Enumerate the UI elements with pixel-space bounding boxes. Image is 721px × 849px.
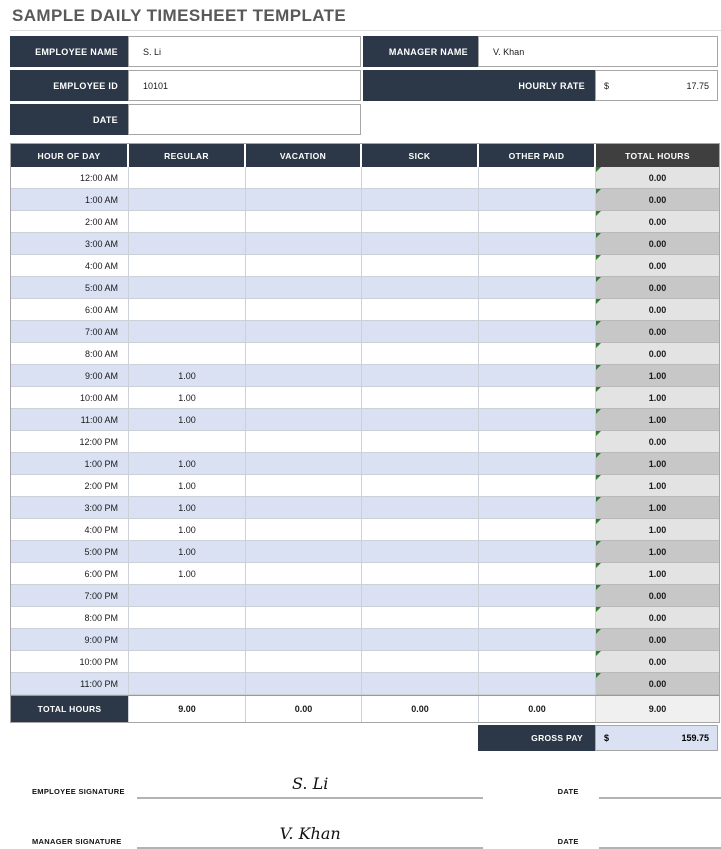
sick-cell[interactable] (362, 673, 479, 695)
total-hours-value: 0.00 (648, 172, 667, 183)
formula-indicator-icon (596, 673, 601, 678)
sick-cell[interactable] (362, 651, 479, 673)
formula-indicator-icon (596, 255, 601, 260)
vacation-cell[interactable] (246, 343, 362, 365)
total-hours-value: 1.00 (648, 480, 667, 491)
formula-indicator-icon (596, 563, 601, 568)
table-row (11, 453, 719, 475)
hour-cell: 11:00 PM (11, 673, 129, 695)
hour-cell: 1:00 AM (11, 189, 129, 211)
formula-indicator-icon (596, 607, 601, 612)
vacation-cell[interactable] (246, 365, 362, 387)
employee-name-field[interactable]: S. Li (128, 36, 361, 67)
other-paid-cell[interactable] (479, 299, 596, 321)
employee-date-line[interactable] (599, 761, 721, 799)
regular-cell[interactable]: 1.00 (129, 563, 246, 585)
sick-cell[interactable] (362, 387, 479, 409)
total-hours-cell (596, 189, 719, 211)
vacation-cell[interactable] (246, 409, 362, 431)
hour-cell: 4:00 AM (11, 255, 129, 277)
sick-cell[interactable] (362, 563, 479, 585)
total-hours-cell (596, 673, 719, 695)
total-hours-cell (596, 497, 719, 519)
other-paid-cell[interactable] (479, 365, 596, 387)
sick-cell[interactable] (362, 519, 479, 541)
hour-cell: 12:00 PM (11, 431, 129, 453)
regular-cell[interactable]: 1.00 (129, 453, 246, 475)
hour-cell: 8:00 AM (11, 343, 129, 365)
table-row (11, 233, 719, 255)
hour-cell: 11:00 AM (11, 409, 129, 431)
hourly-rate-label: HOURLY RATE (363, 70, 595, 101)
other-paid-cell[interactable] (479, 211, 596, 233)
header-hour-of-day: HOUR OF DAY (11, 144, 129, 167)
total-hours-cell (596, 585, 719, 607)
hour-cell: 6:00 AM (11, 299, 129, 321)
formula-indicator-icon (596, 365, 601, 370)
total-hours-value: 0.00 (648, 304, 667, 315)
table-row (11, 365, 719, 387)
totals-regular: 9.00 (129, 696, 246, 722)
manager-date-line[interactable] (599, 811, 721, 849)
sick-cell[interactable] (362, 189, 479, 211)
hourly-rate-field[interactable] (595, 70, 718, 101)
other-paid-cell[interactable] (479, 255, 596, 277)
vacation-cell[interactable] (246, 233, 362, 255)
total-hours-value: 0.00 (648, 326, 667, 337)
totals-grand-total: 9.00 (596, 696, 719, 722)
regular-cell[interactable] (129, 585, 246, 607)
vacation-cell[interactable] (246, 651, 362, 673)
total-hours-value: 0.00 (648, 238, 667, 249)
hour-cell: 5:00 PM (11, 541, 129, 563)
total-hours-value: 1.00 (648, 568, 667, 579)
regular-cell[interactable] (129, 167, 246, 189)
total-hours-cell (596, 541, 719, 563)
hour-cell: 4:00 PM (11, 519, 129, 541)
other-paid-cell[interactable] (479, 585, 596, 607)
total-hours-cell (596, 167, 719, 189)
regular-cell[interactable] (129, 299, 246, 321)
total-hours-cell (596, 629, 719, 651)
sick-cell[interactable] (362, 409, 479, 431)
other-paid-cell[interactable] (479, 563, 596, 585)
formula-indicator-icon (596, 453, 601, 458)
table-body (11, 167, 719, 695)
regular-cell[interactable] (129, 277, 246, 299)
other-paid-cell[interactable] (479, 387, 596, 409)
sick-cell[interactable] (362, 211, 479, 233)
manager-name-field[interactable]: V. Khan (478, 36, 718, 67)
total-hours-cell (596, 365, 719, 387)
total-hours-cell (596, 453, 719, 475)
vacation-cell[interactable] (246, 673, 362, 695)
header-fields (10, 36, 721, 135)
other-paid-cell[interactable] (479, 167, 596, 189)
regular-cell[interactable]: 1.00 (129, 365, 246, 387)
regular-cell[interactable] (129, 211, 246, 233)
other-paid-cell[interactable] (479, 233, 596, 255)
hour-cell: 9:00 PM (11, 629, 129, 651)
fields-row-3 (10, 104, 721, 135)
other-paid-cell[interactable] (479, 519, 596, 541)
currency-symbol: $ (604, 733, 610, 743)
total-hours-value: 1.00 (648, 392, 667, 403)
formula-indicator-icon (596, 475, 601, 480)
formula-indicator-icon (596, 629, 601, 634)
table-row (11, 475, 719, 497)
sick-cell[interactable] (362, 167, 479, 189)
total-hours-value: 0.00 (648, 436, 667, 447)
gross-pay-amount: 159.75 (681, 733, 709, 743)
other-paid-cell[interactable] (479, 497, 596, 519)
employee-id-label: EMPLOYEE ID (10, 70, 128, 101)
formula-indicator-icon (596, 211, 601, 216)
formula-indicator-icon (596, 585, 601, 590)
regular-cell[interactable]: 1.00 (129, 541, 246, 563)
regular-cell[interactable] (129, 189, 246, 211)
table-row (11, 607, 719, 629)
employee-id-field[interactable]: 10101 (128, 70, 361, 101)
vacation-cell[interactable] (246, 475, 362, 497)
total-hours-value: 0.00 (648, 260, 667, 271)
formula-indicator-icon (596, 431, 601, 436)
total-hours-cell (596, 321, 719, 343)
regular-cell[interactable] (129, 431, 246, 453)
totals-sick: 0.00 (362, 696, 479, 722)
employee-date-label: DATE (557, 787, 579, 796)
other-paid-cell[interactable] (479, 343, 596, 365)
hourly-rate-amount: 17.75 (686, 80, 709, 91)
sick-cell[interactable] (362, 299, 479, 321)
total-hours-value: 1.00 (648, 502, 667, 513)
other-paid-cell[interactable] (479, 629, 596, 651)
table-row (11, 409, 719, 431)
sick-cell[interactable] (362, 365, 479, 387)
hour-cell: 8:00 PM (11, 607, 129, 629)
formula-indicator-icon (596, 167, 601, 172)
vacation-cell[interactable] (246, 519, 362, 541)
total-hours-value: 0.00 (648, 194, 667, 205)
other-paid-cell[interactable] (479, 409, 596, 431)
timesheet-table (10, 143, 720, 723)
total-hours-value: 0.00 (648, 216, 667, 227)
table-row (11, 321, 719, 343)
total-hours-cell (596, 409, 719, 431)
total-hours-value: 1.00 (648, 546, 667, 557)
vacation-cell[interactable] (246, 541, 362, 563)
other-paid-cell[interactable] (479, 651, 596, 673)
total-hours-value: 1.00 (648, 414, 667, 425)
sick-cell[interactable] (362, 475, 479, 497)
other-paid-cell[interactable] (479, 431, 596, 453)
total-hours-cell (596, 233, 719, 255)
table-header-row (11, 144, 719, 167)
total-hours-cell (596, 255, 719, 277)
manager-date-label: DATE (557, 837, 579, 846)
formula-indicator-icon (596, 189, 601, 194)
manager-signature-line[interactable] (137, 811, 483, 849)
other-paid-cell[interactable] (479, 607, 596, 629)
total-hours-value: 0.00 (648, 590, 667, 601)
sick-cell[interactable] (362, 629, 479, 651)
total-hours-value: 1.00 (648, 370, 667, 381)
total-hours-cell (596, 475, 719, 497)
page-title: SAMPLE DAILY TIMESHEET TEMPLATE (10, 4, 721, 31)
hour-cell: 12:00 AM (11, 167, 129, 189)
total-hours-cell (596, 519, 719, 541)
regular-cell[interactable]: 1.00 (129, 519, 246, 541)
vacation-cell[interactable] (246, 321, 362, 343)
totals-label: TOTAL HOURS (11, 696, 129, 722)
sick-cell[interactable] (362, 431, 479, 453)
gross-pay-row (478, 725, 721, 751)
header-total-hours: TOTAL HOURS (596, 144, 719, 167)
hour-cell: 9:00 AM (11, 365, 129, 387)
hour-cell: 6:00 PM (11, 563, 129, 585)
employee-name-label: EMPLOYEE NAME (10, 36, 128, 67)
vacation-cell[interactable] (246, 189, 362, 211)
vacation-cell[interactable] (246, 497, 362, 519)
regular-cell[interactable] (129, 651, 246, 673)
total-hours-cell (596, 299, 719, 321)
regular-cell[interactable]: 1.00 (129, 409, 246, 431)
total-hours-cell (596, 563, 719, 585)
total-hours-value: 0.00 (648, 348, 667, 359)
other-paid-cell[interactable] (479, 189, 596, 211)
table-row (11, 497, 719, 519)
table-row (11, 629, 719, 651)
hour-cell: 2:00 AM (11, 211, 129, 233)
table-row (11, 387, 719, 409)
fields-row-2 (10, 70, 721, 101)
sick-cell[interactable] (362, 343, 479, 365)
table-row (11, 541, 719, 563)
currency-symbol: $ (604, 80, 610, 91)
signature-section (10, 761, 721, 849)
other-paid-cell[interactable] (479, 541, 596, 563)
sick-cell[interactable] (362, 607, 479, 629)
header-regular: REGULAR (129, 144, 246, 167)
formula-indicator-icon (596, 519, 601, 524)
sick-cell[interactable] (362, 585, 479, 607)
totals-row (11, 695, 719, 722)
table-row (11, 343, 719, 365)
other-paid-cell[interactable] (479, 673, 596, 695)
table-row (11, 167, 719, 189)
gross-pay-label: GROSS PAY (478, 725, 595, 751)
table-row (11, 431, 719, 453)
regular-cell[interactable] (129, 607, 246, 629)
formula-indicator-icon (596, 497, 601, 502)
regular-cell[interactable] (129, 321, 246, 343)
hour-cell: 2:00 PM (11, 475, 129, 497)
regular-cell[interactable] (129, 255, 246, 277)
table-row (11, 277, 719, 299)
sick-cell[interactable] (362, 321, 479, 343)
employee-signature-script: S. Li (292, 774, 329, 793)
total-hours-value: 0.00 (648, 612, 667, 623)
vacation-cell[interactable] (246, 563, 362, 585)
total-hours-value: 0.00 (648, 678, 667, 689)
formula-indicator-icon (596, 651, 601, 656)
sick-cell[interactable] (362, 277, 479, 299)
total-hours-value: 0.00 (648, 282, 667, 293)
manager-signature-label: MANAGER SIGNATURE (32, 837, 122, 846)
vacation-cell[interactable] (246, 453, 362, 475)
formula-indicator-icon (596, 409, 601, 414)
regular-cell[interactable] (129, 629, 246, 651)
hour-cell: 10:00 PM (11, 651, 129, 673)
table-row (11, 673, 719, 695)
date-field[interactable] (128, 104, 361, 135)
formula-indicator-icon (596, 233, 601, 238)
header-other-paid: OTHER PAID (479, 144, 596, 167)
total-hours-value: 0.00 (648, 656, 667, 667)
other-paid-cell[interactable] (479, 453, 596, 475)
vacation-cell[interactable] (246, 255, 362, 277)
total-hours-cell (596, 277, 719, 299)
regular-cell[interactable] (129, 673, 246, 695)
other-paid-cell[interactable] (479, 475, 596, 497)
vacation-cell[interactable] (246, 167, 362, 189)
sick-cell[interactable] (362, 541, 479, 563)
vacation-cell[interactable] (246, 277, 362, 299)
total-hours-value: 1.00 (648, 524, 667, 535)
sick-cell[interactable] (362, 233, 479, 255)
employee-signature-label: EMPLOYEE SIGNATURE (32, 787, 125, 796)
formula-indicator-icon (596, 299, 601, 304)
manager-signature-script: V. Khan (279, 824, 341, 843)
totals-other-paid: 0.00 (479, 696, 596, 722)
other-paid-cell[interactable] (479, 277, 596, 299)
employee-signature-line[interactable] (137, 761, 483, 799)
employee-signature-row (10, 761, 721, 799)
header-sick: SICK (362, 144, 479, 167)
vacation-cell[interactable] (246, 629, 362, 651)
sick-cell[interactable] (362, 497, 479, 519)
formula-indicator-icon (596, 277, 601, 282)
table-row (11, 563, 719, 585)
formula-indicator-icon (596, 343, 601, 348)
regular-cell[interactable]: 1.00 (129, 497, 246, 519)
total-hours-cell (596, 211, 719, 233)
table-row (11, 651, 719, 673)
hour-cell: 7:00 AM (11, 321, 129, 343)
table-row (11, 255, 719, 277)
vacation-cell[interactable] (246, 431, 362, 453)
formula-indicator-icon (596, 541, 601, 546)
table-row (11, 299, 719, 321)
regular-cell[interactable]: 1.00 (129, 387, 246, 409)
regular-cell[interactable] (129, 233, 246, 255)
vacation-cell[interactable] (246, 387, 362, 409)
date-label: DATE (10, 104, 128, 135)
manager-signature-row (10, 811, 721, 849)
total-hours-cell (596, 387, 719, 409)
hour-cell: 3:00 PM (11, 497, 129, 519)
hour-cell: 7:00 PM (11, 585, 129, 607)
sick-cell[interactable] (362, 453, 479, 475)
vacation-cell[interactable] (246, 585, 362, 607)
sick-cell[interactable] (362, 255, 479, 277)
regular-cell[interactable] (129, 343, 246, 365)
vacation-cell[interactable] (246, 211, 362, 233)
total-hours-cell (596, 607, 719, 629)
regular-cell[interactable]: 1.00 (129, 475, 246, 497)
total-hours-cell (596, 431, 719, 453)
hour-cell: 1:00 PM (11, 453, 129, 475)
total-hours-value: 0.00 (648, 634, 667, 645)
total-hours-cell (596, 651, 719, 673)
total-hours-value: 1.00 (648, 458, 667, 469)
gross-pay-field (595, 725, 718, 751)
header-vacation: VACATION (246, 144, 362, 167)
table-row (11, 519, 719, 541)
vacation-cell[interactable] (246, 299, 362, 321)
table-row (11, 211, 719, 233)
fields-row-1 (10, 36, 721, 67)
totals-vacation: 0.00 (246, 696, 362, 722)
formula-indicator-icon (596, 387, 601, 392)
hour-cell: 10:00 AM (11, 387, 129, 409)
hour-cell: 3:00 AM (11, 233, 129, 255)
other-paid-cell[interactable] (479, 321, 596, 343)
table-row (11, 189, 719, 211)
formula-indicator-icon (596, 321, 601, 326)
manager-name-label: MANAGER NAME (363, 36, 478, 67)
table-row (11, 585, 719, 607)
total-hours-cell (596, 343, 719, 365)
hour-cell: 5:00 AM (11, 277, 129, 299)
vacation-cell[interactable] (246, 607, 362, 629)
